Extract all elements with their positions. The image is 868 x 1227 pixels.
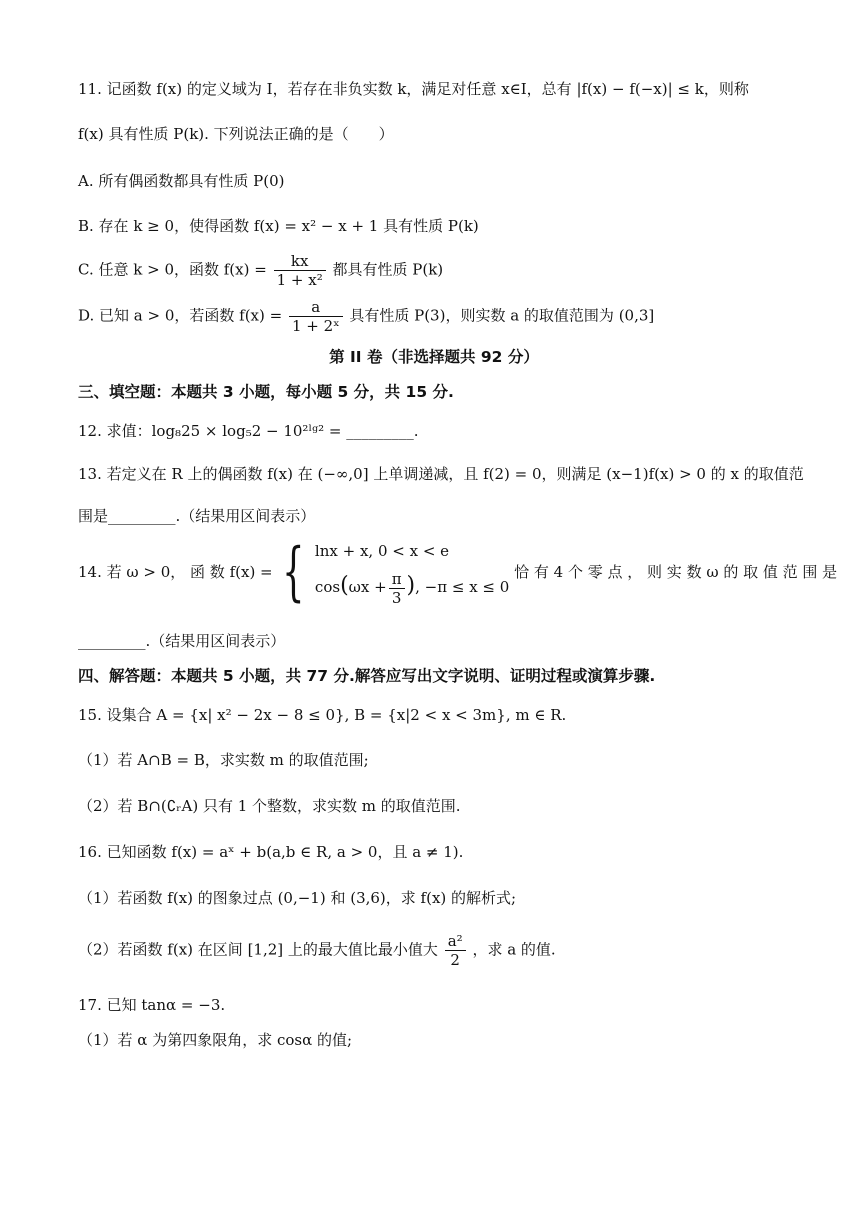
q14-suffix: 恰 有 4 个 零 点 ， 则 实 数 ω 的 取 值 范 围 是: [514, 563, 838, 581]
q11-stem-line2: f(x) 具有性质 P(k). 下列说法正确的是（ ）: [78, 125, 394, 143]
q14: [78, 536, 837, 607]
q11-option-c-denominator: 1 + x²: [276, 271, 323, 289]
q11-option-c: [78, 252, 443, 289]
q13-line2: 围是_________.（结果用区间表示）: [78, 507, 316, 525]
q14-piece-2: [315, 566, 509, 607]
q11-option-a: A. 所有偶函数都具有性质 P(0): [78, 172, 285, 190]
q11-option-d-suffix: 具有性质 P(3)，则实数 a 的取值范围为 (0,3]: [349, 306, 655, 325]
q12: 12. 求值：log₈25 × log₅2 − 10²ˡᵍ² = _________.: [78, 422, 419, 440]
q11-option-d-numerator: a: [289, 298, 343, 317]
section-4-heading: 四、解答题：本题共 5 小题，共 77 分.解答应写出文字说明、证明过程或演算步骤.: [78, 667, 656, 685]
q11-stem-line1: 11. 记函数 f(x) 的定义域为 I，若存在非负实数 k，满足对任意 x∈I，总有 |f(x) − f(−x)| ≤ k，则称: [78, 80, 749, 98]
q11-option-d-prefix: D. 已知 a > 0，若函数 f(x) =: [78, 306, 283, 325]
q11-option-c-fraction: [274, 252, 326, 289]
q11-option-b: B. 存在 k ≥ 0，使得函数 f(x) = x² − x + 1 具有性质 P(k): [78, 217, 479, 235]
q16-stem: 16. 已知函数 f(x) = aˣ + b(a,b ∈ R, a > 0，且 a ≠ 1).: [78, 843, 464, 861]
q15-part-1: （1）若 A∩B = B，求实数 m 的取值范围;: [78, 751, 369, 769]
q11-option-c-prefix: C. 任意 k > 0，函数 f(x) =: [78, 260, 267, 279]
volume-2-title: 第 II 卷（非选择题共 92 分）: [329, 348, 539, 366]
q11-option-d-fraction: [289, 298, 343, 335]
q16-part-2-suffix: ，求 a 的值.: [472, 940, 556, 959]
q16-part-2-prefix: （2）若函数 f(x) 在区间 [1,2] 上的最大值比最小值大: [78, 940, 438, 959]
q13-line1: 13. 若定义在 R 上的偶函数 f(x) 在 (−∞,0] 上单调递减，且 f(2) = 0，则满足 (x−1)f(x) > 0 的 x 的取值范: [78, 465, 804, 483]
right-paren-icon: ): [406, 573, 416, 598]
piecewise-brace-icon: {: [282, 534, 305, 609]
q15-part-2: （2）若 B∩(∁ᵣA) 只有 1 个整数，求实数 m 的取值范围.: [78, 797, 461, 815]
q11-option-d-denominator: 1 + 2ˣ: [292, 317, 340, 335]
q14-piece-2-denominator: 3: [391, 588, 402, 607]
q14-line2: _________.（结果用区间表示）: [78, 632, 286, 650]
q15-stem: 15. 设集合 A = {x| x² − 2x − 8 ≤ 0}, B = {x|2 < x < 3m}, m ∈ R.: [78, 706, 567, 724]
q16-part-2-fraction: [445, 932, 466, 969]
q11-option-c-numerator: kx: [274, 252, 326, 271]
q14-piece-2-domain: , −π ≤ x ≤ 0: [415, 578, 510, 596]
q16-part-2: [78, 932, 556, 969]
section-3-heading: 三、填空题：本题共 3 小题，每小题 5 分，共 15 分.: [78, 383, 454, 401]
q14-piecewise: [315, 536, 509, 607]
q14-prefix: 14. 若 ω > 0， 函 数 f(x) =: [78, 563, 273, 581]
q14-piece-2-numerator: π: [389, 570, 405, 589]
left-paren-icon: (: [340, 573, 349, 598]
q11-option-d: [78, 298, 654, 335]
q11-option-c-suffix: 都具有性质 P(k): [332, 260, 444, 279]
q16-part-2-denominator: 2: [450, 951, 460, 969]
q16-part-2-numerator: a²: [445, 932, 466, 951]
q17-part-1: （1）若 α 为第四象限角，求 cosα 的值;: [78, 1031, 353, 1049]
q14-piece-2-cos: cos: [314, 578, 341, 596]
q16-part-1: （1）若函数 f(x) 的图象过点 (0,−1) 和 (3,6)，求 f(x) 的解析式;: [78, 889, 517, 907]
q14-piece-2-arg: ωx +: [348, 578, 387, 596]
q14-piece-2-fraction: [389, 570, 405, 607]
q14-piece-1: lnx + x, 0 < x < e: [314, 542, 450, 560]
q17-stem: 17. 已知 tanα = −3.: [78, 996, 226, 1014]
